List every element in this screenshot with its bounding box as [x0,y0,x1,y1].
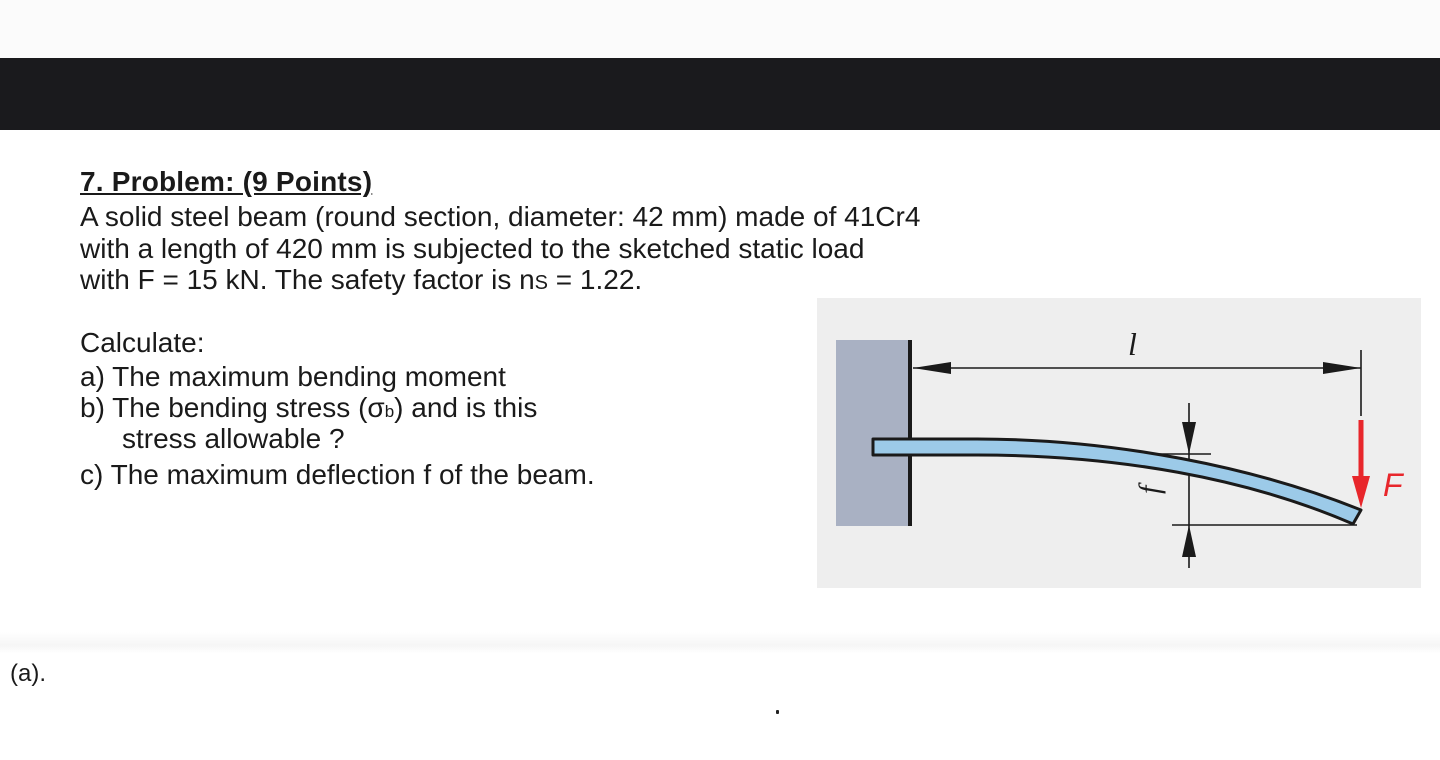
statement-line-1: A solid steel beam (round section, diameter: 42 mm) made of 41Cr4 [80,201,921,232]
task-b [80,392,537,424]
figure-caption: (a). [10,660,46,687]
problem-statement [80,201,1180,300]
task-b-text-end: ) and is this [394,392,538,423]
task-a: a) The maximum bending moment [80,361,506,392]
beam-sketch [817,298,1421,588]
length-arrow-right [1323,362,1361,374]
length-label: l [1128,326,1137,362]
deflection-arrow-bottom [1182,525,1196,557]
statement-line-2: with a length of 420 mm is subjected to the sketched static load [80,232,865,264]
cursor-dot [776,710,779,714]
statement-line-3 [80,264,1180,300]
statement-line-3-text: with F = 15 kN. The safety factor is n [80,264,535,295]
calculate-label: Calculate: [80,327,205,358]
task-b-text: b) The bending stress (σ [80,392,385,423]
deflection-arrow-top [1182,422,1196,454]
top-strip [0,0,1440,58]
page-bottom-shadow [0,632,1440,654]
deflected-beam [873,439,1361,524]
problem-title: 7. Problem: (9 Points) [80,166,373,197]
safety-factor-value: = 1.22. [548,264,643,295]
length-arrow-left [913,362,951,374]
safety-factor-subscript: S [534,272,549,294]
task-c: c) The maximum deflection f of the beam. [80,459,595,490]
force-arrow-head [1352,476,1370,508]
force-label: F [1383,467,1403,503]
header-bar [0,58,1440,130]
deflection-label: f [1133,485,1166,494]
task-b-continued: stress allowable ? [122,423,345,454]
sigma-subscript: b [384,402,395,421]
cantilever-beam-diagram [817,298,1421,588]
fixed-wall [836,340,909,526]
